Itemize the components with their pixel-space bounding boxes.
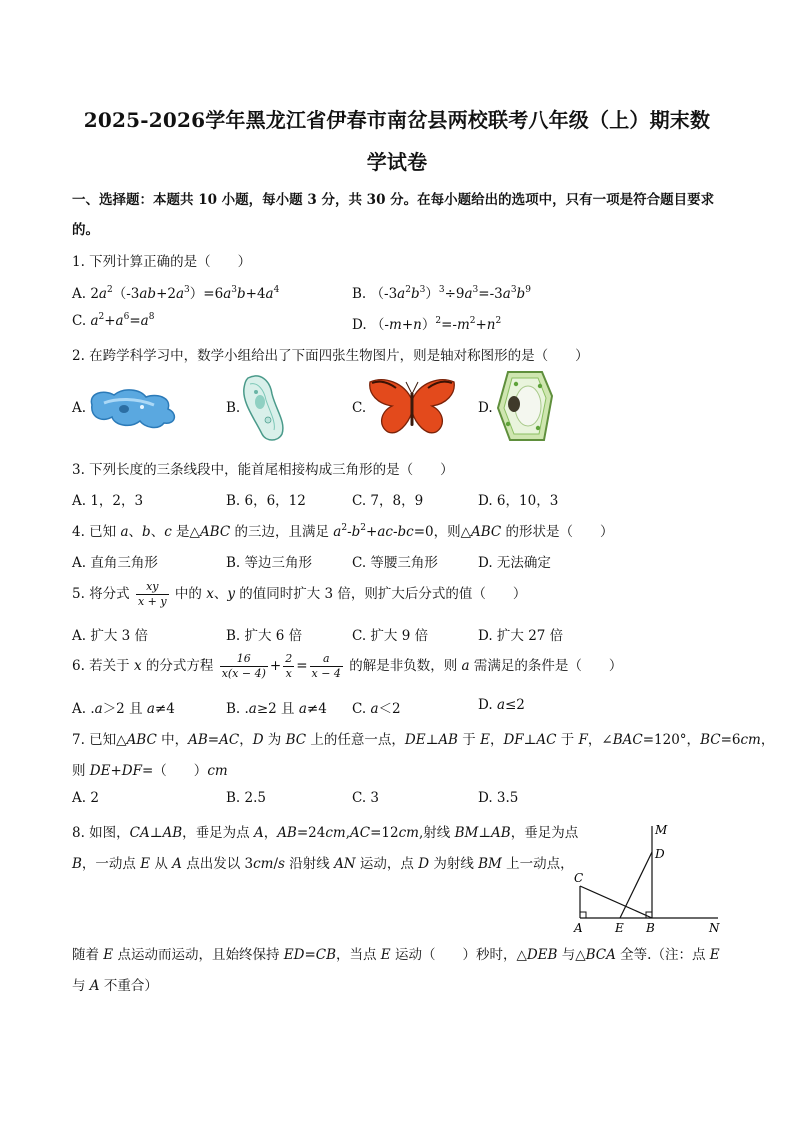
exam-title-line2: 学试卷 <box>366 150 428 174</box>
q6-fraction-1: $\frac{16}{x(x - 4)}$ <box>221 652 266 680</box>
q1-option-d: D. $(-m+n)^2=-m^2+n^2$ <box>352 316 502 333</box>
q7-option-b: B. 2.5 <box>226 790 266 806</box>
segment-cb <box>580 886 652 918</box>
q2-stem: 2. 在跨学科学习中，数学小组给出了下面四张生物图片，则是轴对称图形的是（ ） <box>72 348 589 364</box>
label-d: D <box>655 847 665 861</box>
q6-option-b: B. .a≥2 且 a≠4 <box>226 701 327 717</box>
q4-option-b: B. 等边三角形 <box>226 555 313 571</box>
q6-option-c: C. a＜2 <box>352 701 401 717</box>
q2-option-c-label: C. <box>352 400 367 416</box>
label-b: B <box>646 921 655 935</box>
q7-stem: 7. 已知△ABC 中，AB=AC，D 为 BC 上的任意一点，DE⊥AB 于 E，DF⊥AC 于 F，∠BAC=120°，BC=6cm， <box>72 732 775 748</box>
q3-option-b: B. 6，6，12 <box>226 493 306 509</box>
q7-option-a: A. 2 <box>72 790 99 806</box>
q6-fraction-3: $\frac{a}{x - 4}$ <box>311 652 341 680</box>
label-m: M <box>655 823 668 837</box>
section1-instruction-cont: 的。 <box>72 222 99 238</box>
label-e: E <box>615 921 624 935</box>
q6-fraction-2: $\frac{2}{x}$ <box>285 652 293 680</box>
q8-stem-line3: 随着 E 点运动而运动，且始终保持 ED=CB，当点 E 运动（ ）秒时，△DEB 与△BCA 全等.（注：点 E <box>72 947 720 963</box>
right-angle-a <box>580 912 586 918</box>
q2-option-b-label: B. <box>226 400 241 416</box>
q6-option-d: D. a≤2 <box>478 697 525 713</box>
q1-option-c: C. $a^2+a^6=a^8$ <box>72 312 155 329</box>
q4-option-c: C. 等腰三角形 <box>352 555 438 571</box>
q5-option-b: B. 扩大 6 倍 <box>226 628 303 644</box>
q5-option-a: A. 扩大 3 倍 <box>72 628 149 644</box>
q1-option-b: B. $(-3a^2b^3)^3\div 9a^3=-3a^3b^9$ <box>352 285 531 302</box>
q5-stem: 5. 将分式 $\frac{xy}{x + y}$ 中的 x、y 的值同时扩大 3 倍，则扩大后分式的值（ ） <box>72 580 527 608</box>
q5-option-d: D. 扩大 27 倍 <box>478 628 564 644</box>
q3-option-d: D. 6，10，3 <box>478 493 559 509</box>
q8-stem-line2: B，一动点 E 从 A 点出发以 3cm/s 沿射线 AN 运动，点 D 为射线 BM 上一动点， <box>72 856 574 872</box>
butterfly-image <box>366 374 458 442</box>
q7-option-d: D. 3.5 <box>478 790 519 806</box>
label-c: C <box>574 871 584 885</box>
q6-option-a: A. .a＞2 且 a≠4 <box>72 701 175 717</box>
q3-stem: 3. 下列长度的三条线段中，能首尾相接构成三角形的是（ ） <box>72 462 454 478</box>
amoeba-image <box>84 383 182 433</box>
exam-title-line1: 2025-2026学年黑龙江省伊春市南岔县两校联考八年级（上）期末数 <box>83 108 711 132</box>
q5-fraction: $\frac{xy}{x + y}$ <box>137 580 167 608</box>
q1-stem: 1. 下列计算正确的是（ ） <box>72 254 252 270</box>
q3-option-c: C. 7，8，9 <box>352 493 424 509</box>
q7-option-c: C. 3 <box>352 790 380 806</box>
label-n: N <box>709 921 720 935</box>
q1-option-a: A. $2a^2(-3ab+2a^3)=6a^3b+4a^4$ <box>72 285 280 302</box>
q7-stem-cont: 则 DE+DF=（ ）cm <box>72 763 228 779</box>
q3-option-a: A. 1，2，3 <box>72 493 144 509</box>
label-a: A <box>574 921 583 935</box>
section1-instruction: 一、选择题：本题共 10 小题，每小题 3 分，共 30 分。在每小题给出的选项中，只有一项是符合题目要求 <box>72 192 715 208</box>
plant-cell-image <box>494 366 556 446</box>
q4-option-d: D. 无法确定 <box>478 555 551 571</box>
q6-stem: 6. 若关于 x 的分式方程 $\frac{16}{x(x - 4)}$ + $\frac{2}{x}$ = $\frac{a}{x - 4}$ 的解是非负数，则 a 需满足的条件是（ ） <box>72 652 623 680</box>
q8-stem-line4: 与 A 不重合） <box>72 978 158 994</box>
q8-geometry-figure <box>566 818 730 938</box>
q5-option-c: C. 扩大 9 倍 <box>352 628 429 644</box>
q4-option-a: A. 直角三角形 <box>72 555 158 571</box>
segment-ed <box>620 852 652 918</box>
paramecium-image <box>238 372 292 444</box>
q2-option-d-label: D. <box>478 400 493 416</box>
q4-stem: 4. 已知 a、b、c 是△ABC 的三边，且满足 $a^2-b^2+ac-bc=0$，则△ABC 的形状是（ ） <box>72 523 614 540</box>
q2-option-a-label: A. <box>72 400 87 416</box>
q8-stem-line1: 8. 如图，CA⊥AB，垂足为点 A，AB=24cm,AC=12cm,射线 BM⊥AB，垂足为点 <box>72 825 579 841</box>
